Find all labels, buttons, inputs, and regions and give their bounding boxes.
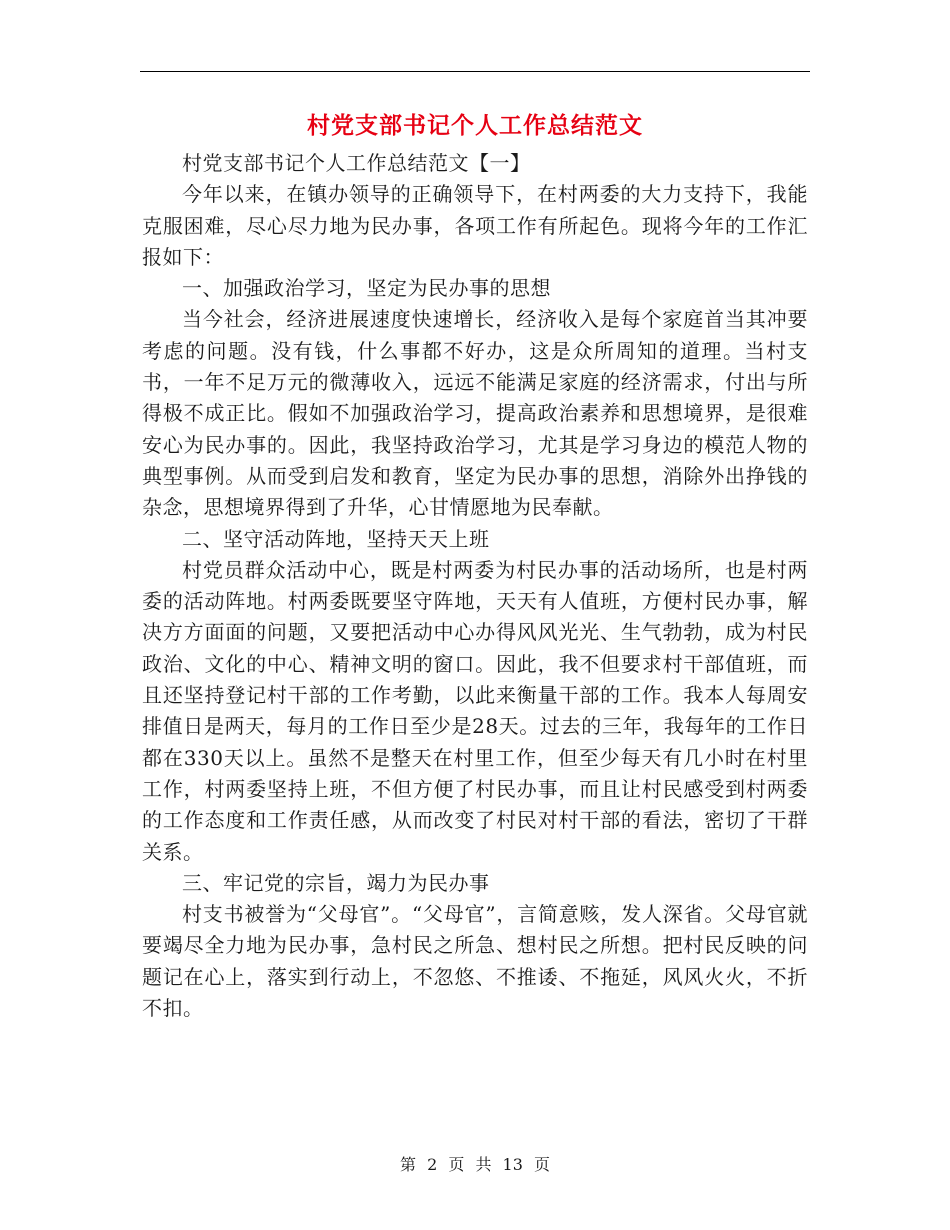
body-paragraph: 村支书被誉为“父母官”。“父母官”，言简意赅，发人深省。父母官就要竭尽全力地为民办事，急村民之所急、想村民之所想。把村民反映的问题记在心上，落实到行动上，不忽悠、不推诿、不拖延，风风火火，不折不扣。 [142,902,808,1021]
section-heading: 二、坚守活动阵地，坚持天天上班 [182,526,490,551]
document-body [142,148,808,1024]
page-number: 第 2 页 共 13 页 [400,1155,550,1174]
body-paragraph: 村党员群众活动中心，既是村两委为村民办事的活动场所，也是村两委的活动阵地。村两委既要坚守阵地，天天有人值班，方便村民办事，解决方方面面的问题，又要把活动中心办得风风光光、生气勃勃，成为村民政治、文化的中心、精神文明的窗口。因此，我不但要求村干部值班，而且还坚持登记村干部的工作考勤，以此来衡量干部的工作。我本人每周安排值日是两天，每月的工作日至少是28天。过去的三年，我每年的工作日都在330天以上。虽然不是整天在村里工作，但至少每天有几小时在村里工作，村两委坚持上班，不但方便了村民办事，而且让村民感受到村两委的工作态度和工作责任感，从而改变了村民对村干部的看法，密切了干群关系。 [142,557,808,864]
section-heading: 三、牢记党的宗旨，竭力为民办事 [182,870,490,895]
header-rule [140,71,810,72]
body-paragraph: 当今社会，经济进展速度快速增长，经济收入是每个家庭首当其冲要考虑的问题。没有钱，什么事都不好办，这是众所周知的道理。当村支书，一年不足万元的微薄收入，远远不能满足家庭的经济需求，付出与所得极不成正比。假如不加强政治学习，提高政治素养和思想境界，是很难安心为民办事的。因此，我坚持政治学习，尤其是学习身边的模范人物的典型事例。从而受到启发和教育，坚定为民办事的思想，消除外出挣钱的杂念，思想境界得到了升华，心甘情愿地为民奉献。 [142,307,808,520]
body-paragraph: 今年以来，在镇办领导的正确领导下，在村两委的大力支持下，我能克服困难，尽心尽力地为民办事，各项工作有所起色。现将今年的工作汇报如下： [142,182,808,269]
document-title: 村党支部书记个人工作总结范文 [307,112,643,139]
section-heading: 一、加强政治学习，坚定为民办事的思想 [182,276,551,301]
section-heading: 村党支部书记个人工作总结范文【一】 [182,151,531,175]
